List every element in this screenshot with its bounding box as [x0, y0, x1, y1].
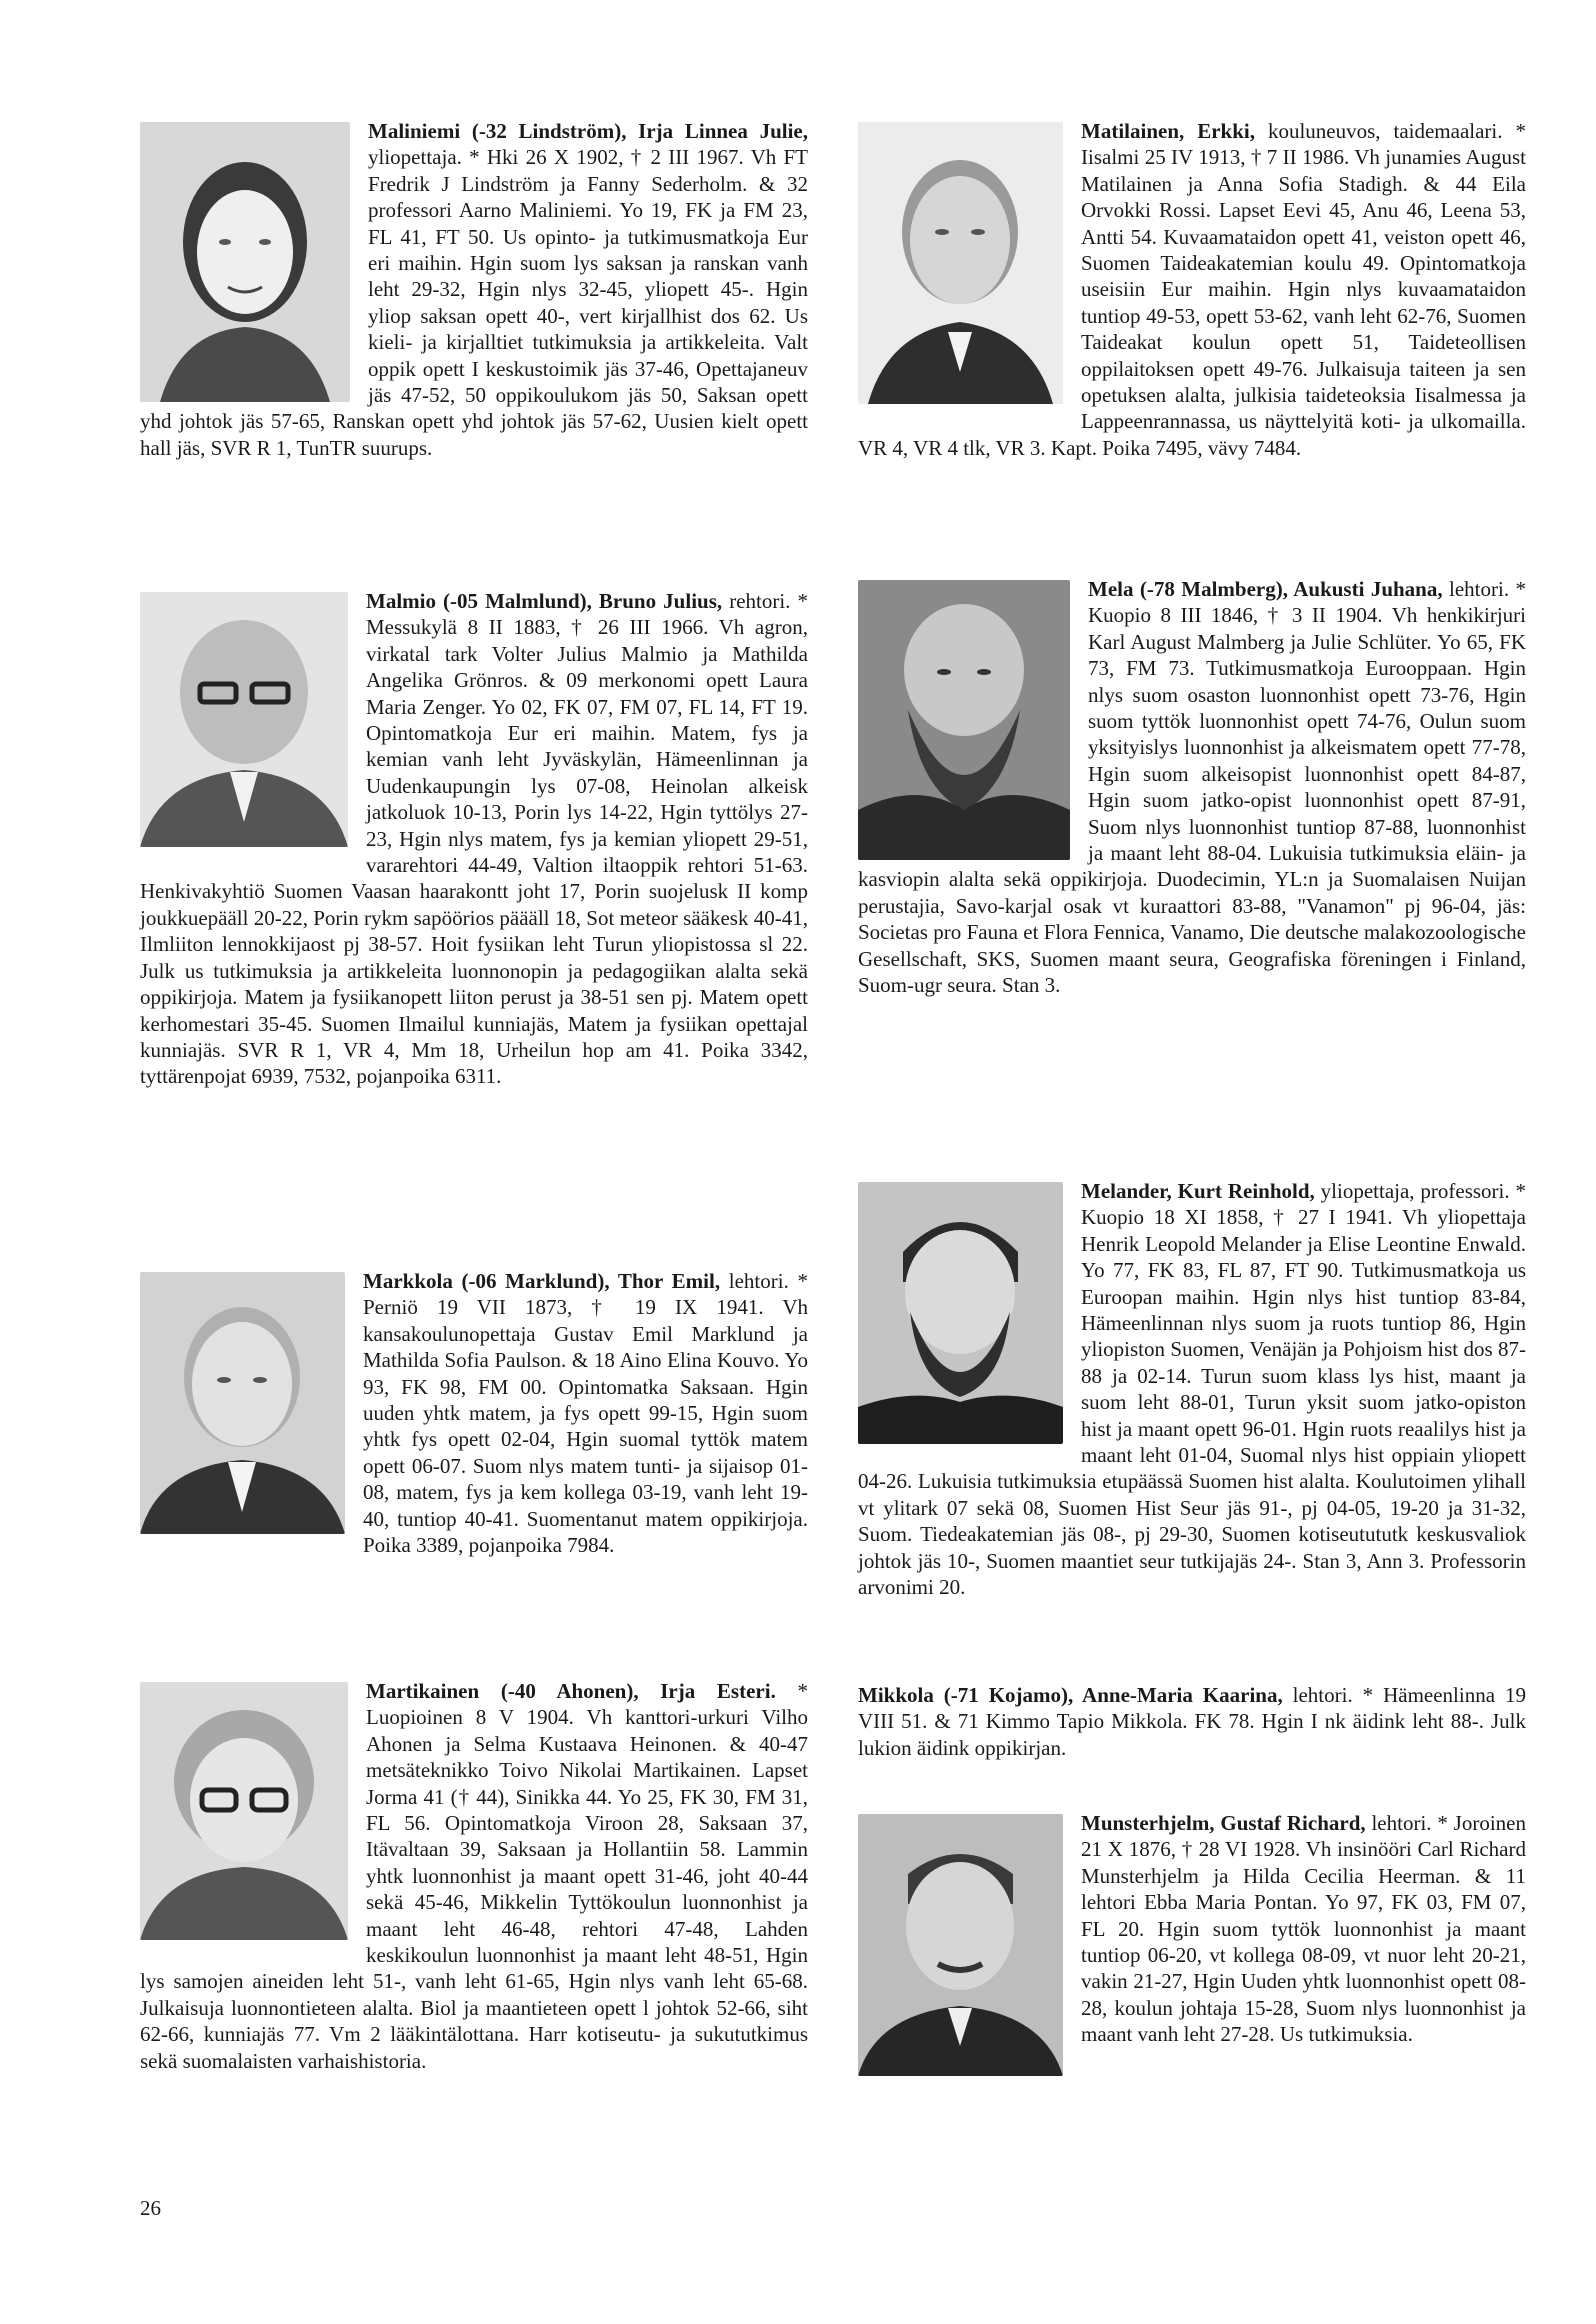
portrait-malmio-image [140, 592, 348, 847]
entry-heading: Matilainen, Erkki, [1081, 119, 1255, 143]
portrait-photo [140, 122, 350, 402]
portrait-photo [140, 1682, 348, 1940]
page-number: 26 [140, 2196, 161, 2220]
portrait-martikainen-image [140, 1682, 348, 1940]
entry-mikkola [858, 1682, 1526, 1761]
entry-heading: Mela (-78 Malmberg), Aukusti Juhana, [1088, 577, 1443, 601]
entry-mela [858, 576, 1526, 999]
entry-matilainen [858, 118, 1526, 461]
entry-body: rehtori. * Messukylä 8 II 1883, † 26 III 1966. Vh agron, virkatal tark Volter Julius Malmio ja Mathilda Angelika Grönros. & 09 merkonomi opett Laura Maria Zenger. Yo 02, FK 07, FM 07, FL 14, FT 19. Opintomatkoja Eur eri maihin. Matem, fys ja kemian vanh leht Jyväskylän, Hämeenlinnan ja Uudenkaupungin lys 07-08, Heinolan alkeisk jatkoluok 10-13, Porin lys 14-22, Hgin tyttölys 27-23, Hgin nlys matem, fys ja kemian yliopett 29-51, vararehtori 44-49, Valtion iltaoppik rehtori 51-63. Henkivakyhtiö Suomen Vaasan haarakontt joht 17, Porin suojelusk II komp joukkuepääll 20-22, Porin rykm sapöörios päääll 18, Sot meteor sääkesk 40-41, Ilmliiton lennokkijaost pj 38-57. Hoit fysiikan leht Turun yliopistossa sl 22. Julk us tutkimuksia ja artikkeleita luonnonopin ja pedagogiikan alalta sekä oppikirjoja. Matem ja fysiikanopett liiton perust ja 38-51 sen pj. Matem opett kerhomestari 35-45. Suomen Ilmailul kunniajäs, Matem ja fysiikan opettajal kunniajäs. SVR R 1, VR 4, Mm 18, Urheilun hop am 41. Poika 3342, tyttärenpojat 6939, 7532, pojanpoika 6311. [140, 589, 808, 1089]
entry-body: yliopettaja, professori. * Kuopio 18 XI 1858, † 27 I 1941. Vh yliopettaja Henrik Leopold Melander ja Elise Leontine Enwald. Yo 77, FK 83, FL 87, FT 90. Tutkimusmatkoja us Euroopan maihin. Hgin nlys hist tuntiop 83-84, Hämeenlinnan nlys suom ja ruots tuntiop 86, Hgin yliopiston Suomen, Venäjän ja Pohjoism hist dos 87-88 ja 02-14. Turun suom klass lys hist, maant ja suom leht 88-01, Turun yksit suom jatko-opiston hist ja maant opett 96-01. Hgin ruots reaalilys hist ja maant leht 01-04, Suomal nlys hist oppiain yliopett 04-26. Lukuisia tutkimuksia etupäässä Suomen hist alalta. Koulutoimen ylihall vt ylitark 07 sekä 08, Suomen Hist Seur jäs 91-, pj 04-05, 19-20 ja 31-32, Suom. Tiedeakatemian jäs 08-, pj 29-30, Suomen kotiseutututk keskusvaliok johtok jäs 10-, Suomen maantiet seur tutkijajäs 24-. Stan 3, Ann 3. Professorin arvonimi 20. [858, 1179, 1526, 1600]
entry-heading: Munsterhjelm, Gustaf Richard, [1081, 1811, 1366, 1835]
portrait-photo [858, 122, 1063, 404]
entry-heading: Markkola (-06 Marklund), Thor Emil, [363, 1269, 721, 1293]
portrait-photo [140, 592, 348, 847]
portrait-photo [858, 580, 1070, 860]
entry-heading: Melander, Kurt Reinhold, [1081, 1179, 1315, 1203]
portrait-photo [858, 1182, 1063, 1444]
entry-martikainen [140, 1678, 808, 2074]
portrait-photo [858, 1814, 1063, 2076]
entry-body: lehtori. * Hämeenlinna 19 VIII 51. & 71 Kimmo Tapio Mikkola. FK 78. Hgin I nk äidink leht 88-. Julk lukion äidink oppikirjan. [858, 1683, 1526, 1760]
portrait-maliniemi-image [140, 122, 350, 402]
entry-body: lehtori. * Joroinen 21 X 1876, † 28 VI 1928. Vh insinööri Carl Richard Munsterhjelm ja Hilda Cecilia Heerman. & 11 lehtori Ebba Maria Pontan. Yo 97, FK 03, FM 07, FL 20. Hgin suom tyttök luonnonhist ja maant tuntiop 06-20, vt kollega 08-09, vt nuor leht 20-21, vakin 21-27, Hgin Uuden yhtk luonnonhist opett 08-28, koulun johtaja 15-28, Suom nlys luonnonhist ja maant vanh leht 27-28. Us tutkimuksia. [1081, 1811, 1527, 2047]
entry-heading: Malmio (-05 Malmlund), Bruno Julius, [366, 589, 723, 613]
portrait-munsterhjelm-image [858, 1814, 1063, 2076]
entry-malmio [140, 588, 808, 1090]
entry-markkola [140, 1268, 808, 1558]
entry-munsterhjelm [858, 1810, 1526, 2082]
entry-body: lehtori. * Perniö 19 VII 1873, † 19 IX 1941. Vh kansakoulunopettaja Gustav Emil Marklund ja Mathilda Sofia Paulson. & 18 Aino Elina Kouvo. Yo 93, FK 98, FM 00. Opintomatka Saksaan. Hgin uuden yhtk matem, ja fys opett 99-15, Hgin suom yhtk fys opett 02-04, Hgin suomal tyttök matem opett 06-07. Suom nlys matem tunti- ja sijaisop 01-08, matem, fys ja kem kollega 03-19, vanh leht 19-40, tuntiop 40-41. Suomentanut matem oppikirjoja. Poika 3389, pojanpoika 7984. [363, 1269, 808, 1558]
entry-body: kouluneuvos, taidemaalari. * Iisalmi 25 IV 1913, † 7 II 1986. Vh junamies August Matilainen ja Anna Sofia Stadigh. & 44 Eila Orvokki Rossi. Lapset Eevi 45, Anu 46, Leena 53, Antti 54. Kuvaamataidon opett 41, veiston opett 46, Suomen Taideakatemian koulu 49. Opintomatkoja useisiin Eur maihin. Hgin nlys kuvaamataidon tuntiop 49-53, opett 53-62, vanh leht 62-76, Suomen Taideakat koulun opett 51, Taideteollisen oppilaitoksen opett 49-76. Julkaisuja taiteen ja sen opetuksen alalta, julkisia taideteoksia Iisalmessa ja Lappeenrannassa, us näyttelyitä koti- ja ulkomailla. VR 4, VR 4 tlk, VR 3. Kapt. Poika 7495, vävy 7484. [858, 119, 1526, 460]
portrait-melander-image [858, 1182, 1063, 1444]
entry-maliniemi [140, 118, 808, 461]
entry-heading: Martikainen (-40 Ahonen), Irja Esteri. [366, 1679, 776, 1703]
entry-body: * Luopioinen 8 V 1904. Vh kanttori-urkuri Vilho Ahonen ja Selma Kustaava Heinonen. & 40-47 metsäteknikko Toivo Nikolai Martikainen. Lapset Jorma 41 († 44), Sinikka 44. Yo 25, FK 30, FM 31, FL 56. Opintomatkoja Viroon 28, Saksaan 37, Itävaltaan 39, Saksaan ja Hollantiin 58. Lammin yhtk luonnonhist ja maant opett 31-46, joht 40-44 sekä 45-46, Mikkelin Tyttökoulun luonnonhist ja maant leht 46-48, rehtori 47-48, Lahden keskikoulun luonnonhist ja maant leht 48-51, Hgin lys samojen aineiden leht 51-, vanh leht 61-65, Hgin nlys vanh leht 65-68. Julkaisuja luonnontieteen alalta. Biol ja maantieteen opett l johtok 52-66, siht 62-66, kunniajäs 77. Vm 2 lääkintälottana. Harr kotiseutu- ja sukututkimus sekä suomalaisten varhaishistoria. [140, 1679, 808, 2073]
entry-body: yliopettaja. * Hki 26 X 1902, † 2 III 1967. Vh FT Fredrik J Lindström ja Fanny Sederholm. & 32 professori Aarno Maliniemi. Yo 19, FK ja FM 23, FL 41, FT 50. Us opinto- ja tutkimusmatkoja Eur eri maihin. Hgin suom lys saksan ja ranskan vanh leht 29-32, Hgin nlys 32-45, yliopett 45-. Hgin yliop saksan opett 40-, vert kirjallhist dos 62. Us kieli- ja kirjalltiet tutkimuksia ja artikkeleita. Valt oppik opett I keskustoimik jäs 37-46, Opettajaneuv jäs 47-52, 50 oppikoulukom jäs 50, Saksan opett yhd johtok jäs 57-65, Ranskan opett yhd johtok jäs 57-62, Uusien kielt opett hall jäs, SVR R 1, TunTR suurups. [140, 145, 808, 460]
entry-heading: Maliniemi (-32 Lindström), Irja Linnea Julie, [368, 119, 808, 143]
portrait-mela-image [858, 580, 1070, 860]
entry-heading: Mikkola (-71 Kojamo), Anne-Maria Kaarina, [858, 1683, 1283, 1707]
entry-body: lehtori. * Kuopio 8 III 1846, † 3 II 1904. Vh henkikirjuri Karl August Malmberg ja Julie Schlüter. Yo 65, FK 73, FM 73. Tutkimusmatkoja Eurooppaan. Hgin nlys suom osaston luonnonhist opett 73-76, Hgin suom tyttök luonnonhist opett 74-76, Oulun suom yksityislys luonnonhist ja alkeismatem opett 77-78, Hgin suom alkeisopist luonnonhist opett 84-87, Hgin suom jatko-opist luonnonhist opett 87-91, Suom nlys luonnonhist tuntiop 87-88, luonnonhist ja maant leht 88-04. Lukuisia tutkimuksia eläin- ja kasviopin alalta sekä oppikirjoja. Duodecimin, YL:n ja Suomalaisen Nuijan perustajia, Savo-karjal osak vt kuraattori 83-88, "Vanamon" pj 96-04, jäs: Societas pro Fauna et Flora Fennica, Vanamo, Die deutsche malakozoologische Gesellschaft, SKS, Suomen maant seura, Geografiska föreningen i Finland, Suom-ugr seura. Stan 3. [858, 577, 1526, 998]
portrait-matilainen-image [858, 122, 1063, 404]
portrait-markkola-image [140, 1272, 345, 1534]
portrait-photo [140, 1272, 345, 1534]
entry-melander [858, 1178, 1526, 1601]
